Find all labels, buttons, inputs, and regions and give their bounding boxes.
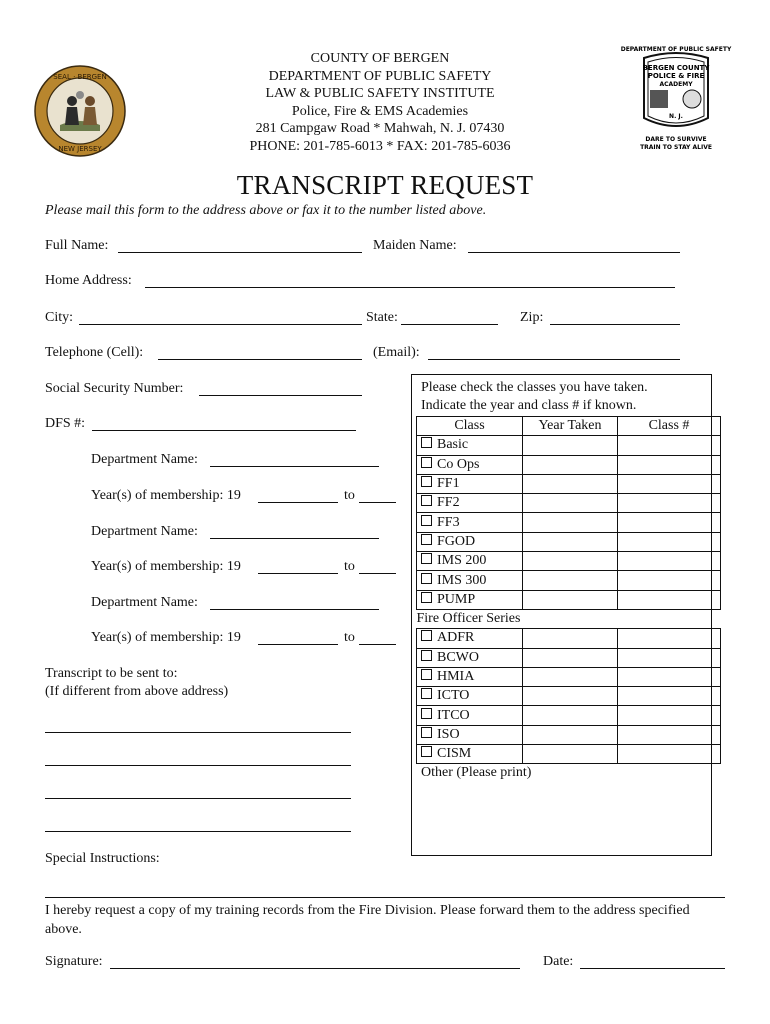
years-membership-label: Year(s) of membership: 19 [91, 630, 241, 645]
class-cell[interactable] [417, 590, 523, 609]
send-address-line-3[interactable] [45, 798, 351, 799]
class-cell[interactable] [417, 687, 523, 706]
table-row [417, 552, 721, 571]
send-address-line-4[interactable] [45, 831, 351, 832]
to-label: to [344, 488, 355, 503]
checkbox[interactable] [421, 553, 432, 564]
classes-table [416, 416, 721, 764]
date-label: Date: [543, 954, 574, 969]
checkbox[interactable] [421, 650, 432, 661]
telephone-field[interactable] [158, 359, 362, 360]
department-name-field-3[interactable] [210, 609, 379, 610]
table-row [417, 532, 721, 551]
class-cell[interactable] [417, 552, 523, 571]
table-row [417, 745, 721, 764]
request-statement: I hereby request a copy of my training records from the Fire Division. Please forward them to the address specified above. [45, 903, 690, 937]
class-name: ICTO [437, 688, 470, 704]
email-field[interactable] [428, 359, 680, 360]
badge-academy-text: ACADEMY [659, 81, 693, 88]
table-row [417, 513, 721, 532]
transcript-sent-label: Transcript to be sent to: [45, 666, 178, 681]
header-line: COUNTY OF BERGEN [310, 51, 450, 66]
checkbox[interactable] [421, 573, 432, 584]
if-different-label: (If different from above address) [45, 684, 229, 699]
column-header-year: Year Taken [523, 417, 618, 436]
header-line: Police, Fire & EMS Academies [291, 103, 469, 119]
class-cell[interactable] [417, 725, 523, 744]
zip-label: Zip: [520, 310, 544, 325]
seal-text: SEAL · BERGEN [53, 73, 107, 81]
class-cell[interactable] [417, 513, 523, 532]
signature-field[interactable] [110, 968, 520, 969]
signature-label: Signature: [45, 954, 103, 969]
class-cell[interactable] [417, 532, 523, 551]
checkbox[interactable] [421, 437, 432, 448]
class-number-cell[interactable] [618, 571, 721, 590]
class-number-cell[interactable] [618, 474, 721, 493]
county-seal-logo [34, 65, 126, 157]
class-cell[interactable] [417, 745, 523, 764]
class-name: FGOD [437, 533, 476, 549]
header-line: LAW & PUBLIC SAFETY INSTITUTE [265, 86, 495, 101]
header-line: DEPARTMENT OF PUBLIC SAFETY [268, 68, 492, 84]
table-row [417, 667, 721, 686]
year-cell[interactable] [523, 745, 618, 764]
class-name: BCWO [437, 649, 479, 665]
class-name: ISO [437, 726, 460, 742]
department-name-label: Department Name: [91, 452, 198, 467]
year-cell[interactable] [523, 648, 618, 667]
checkbox[interactable] [421, 688, 432, 699]
checkbox[interactable] [421, 515, 432, 526]
to-label: to [344, 630, 355, 645]
class-cell[interactable] [417, 455, 523, 474]
checkbox[interactable] [421, 727, 432, 738]
send-address-line-1[interactable] [45, 732, 351, 733]
year-cell[interactable] [523, 629, 618, 648]
checkbox[interactable] [421, 457, 432, 468]
class-name: FF2 [437, 495, 460, 511]
checkbox[interactable] [421, 592, 432, 603]
column-header-class: Class [417, 417, 523, 436]
department-name-field-1[interactable] [210, 466, 379, 467]
class-name: IMS 300 [437, 572, 487, 588]
class-name: PUMP [437, 591, 476, 607]
class-cell[interactable] [417, 436, 523, 455]
class-number-cell[interactable] [618, 706, 721, 725]
year-cell[interactable] [523, 436, 618, 455]
page-title: TRANSCRIPT REQUEST [236, 170, 534, 200]
other-classes-field[interactable] [416, 785, 706, 849]
table-row [417, 629, 721, 648]
table-row [417, 687, 721, 706]
class-name: ADFR [437, 630, 475, 646]
maiden-name-label: Maiden Name: [373, 238, 457, 253]
telephone-label: Telephone (Cell): [45, 345, 144, 360]
date-field[interactable] [580, 968, 725, 969]
years-membership-label: Year(s) of membership: 19 [91, 559, 241, 574]
year-cell[interactable] [523, 667, 618, 686]
email-label: (Email): [373, 345, 420, 360]
class-number-cell[interactable] [618, 725, 721, 744]
year-cell[interactable] [523, 590, 618, 609]
year-cell[interactable] [523, 552, 618, 571]
class-name: HMIA [437, 669, 475, 684]
table-row [417, 706, 721, 725]
class-cell[interactable] [417, 648, 523, 667]
classes-instruction-2: Indicate the year and class # if known. [421, 398, 637, 413]
checkbox[interactable] [421, 495, 432, 506]
badge-motto-1: DARE TO SURVIVE [645, 136, 707, 143]
table-row [417, 725, 721, 744]
table-header-row [417, 417, 721, 436]
year-cell[interactable] [523, 494, 618, 513]
class-number-cell[interactable] [618, 552, 721, 571]
other-classes-label: Other (Please print) [421, 765, 532, 780]
class-name: Basic [437, 437, 469, 453]
year-cell[interactable] [523, 513, 618, 532]
table-row [417, 474, 721, 493]
svg-text:POLICE & FIRE: POLICE & FIRE [647, 72, 705, 80]
class-number-cell[interactable] [618, 494, 721, 513]
maiden-name-field[interactable] [468, 252, 680, 253]
to-label: to [344, 559, 355, 574]
letterhead [200, 50, 560, 155]
year-cell[interactable] [523, 571, 618, 590]
header-line: 281 Campgaw Road * Mahwah, N. J. 07430 [255, 121, 505, 136]
class-number-cell[interactable] [618, 455, 721, 474]
class-name: ITCO [437, 707, 470, 723]
class-name: CISM [437, 746, 472, 762]
department-name-field-2[interactable] [210, 538, 379, 539]
state-field[interactable] [401, 324, 498, 325]
years-from-field-3[interactable] [258, 644, 338, 645]
class-number-cell[interactable] [618, 648, 721, 667]
ssn-label: Social Security Number: [45, 381, 184, 396]
year-cell[interactable] [523, 725, 618, 744]
table-row [417, 494, 721, 513]
class-number-cell[interactable] [618, 513, 721, 532]
class-cell[interactable] [417, 706, 523, 725]
class-cell[interactable] [417, 667, 523, 686]
class-number-cell[interactable] [618, 436, 721, 455]
years-membership-label: Year(s) of membership: 19 [91, 488, 241, 503]
send-address-line-2[interactable] [45, 765, 351, 766]
checkbox[interactable] [421, 476, 432, 487]
years-to-field-1[interactable] [359, 502, 396, 503]
svg-text:NEW JERSEY: NEW JERSEY [58, 145, 102, 153]
badge-state-text: N. J. [669, 113, 683, 120]
dfs-label: DFS #: [45, 416, 86, 431]
special-instructions-field[interactable] [45, 897, 725, 898]
home-address-field[interactable] [145, 287, 675, 288]
class-cell[interactable] [417, 571, 523, 590]
instruction-text: Please mail this form to the address above or fax it to the number listed above. [45, 203, 487, 218]
class-number-cell[interactable] [618, 629, 721, 648]
class-cell[interactable] [417, 474, 523, 493]
fire-officer-series-label: Fire Officer Series [416, 611, 521, 627]
class-name: FF3 [437, 514, 460, 530]
table-row [417, 455, 721, 474]
zip-field[interactable] [550, 324, 680, 325]
badge-top-text: DEPARTMENT OF PUBLIC SAFETY [620, 46, 732, 53]
checkbox[interactable] [421, 534, 432, 545]
table-row [417, 571, 721, 590]
state-label: State: [366, 310, 398, 325]
years-from-field-2[interactable] [258, 573, 338, 574]
ssn-field[interactable] [199, 395, 362, 396]
classes-instruction-1: Please check the classes you have taken. [421, 380, 648, 395]
class-number-cell[interactable] [618, 590, 721, 609]
years-to-field-3[interactable] [359, 644, 396, 645]
checkbox[interactable] [421, 630, 432, 641]
department-name-label: Department Name: [91, 595, 198, 610]
column-header-class-number: Class # [618, 417, 721, 436]
table-row [417, 590, 721, 609]
checkbox[interactable] [421, 669, 432, 680]
city-label: City: [45, 310, 74, 325]
table-row [417, 648, 721, 667]
badge-motto-2: TRAIN TO STAY ALIVE [640, 144, 712, 151]
header-line: PHONE: 201-785-6013 * FAX: 201-785-6036 [249, 138, 511, 154]
year-cell[interactable] [523, 474, 618, 493]
year-cell[interactable] [523, 532, 618, 551]
table-row [417, 436, 721, 455]
class-number-cell[interactable] [618, 687, 721, 706]
year-cell[interactable] [523, 687, 618, 706]
class-cell[interactable] [417, 629, 523, 648]
dfs-field[interactable] [92, 430, 356, 431]
class-name: IMS 200 [437, 553, 487, 569]
checkbox[interactable] [421, 708, 432, 719]
year-cell[interactable] [523, 455, 618, 474]
home-address-label: Home Address: [45, 273, 132, 288]
full-name-label: Full Name: [45, 238, 109, 253]
section-row [417, 609, 721, 628]
department-name-label: Department Name: [91, 524, 198, 539]
year-cell[interactable] [523, 706, 618, 725]
class-number-cell[interactable] [618, 532, 721, 551]
class-number-cell[interactable] [618, 667, 721, 686]
full-name-field[interactable] [118, 252, 362, 253]
class-number-cell[interactable] [618, 745, 721, 764]
class-cell[interactable] [417, 494, 523, 513]
years-to-field-2[interactable] [359, 573, 396, 574]
special-instructions-label: Special Instructions: [45, 851, 160, 866]
class-name: Co Ops [437, 456, 480, 472]
class-name: FF1 [437, 476, 460, 492]
academy-badge-logo [620, 44, 732, 152]
badge-arc-text: BERGEN COUNTY [642, 64, 710, 72]
checkbox[interactable] [421, 746, 432, 757]
city-field[interactable] [79, 324, 362, 325]
years-from-field-1[interactable] [258, 502, 338, 503]
